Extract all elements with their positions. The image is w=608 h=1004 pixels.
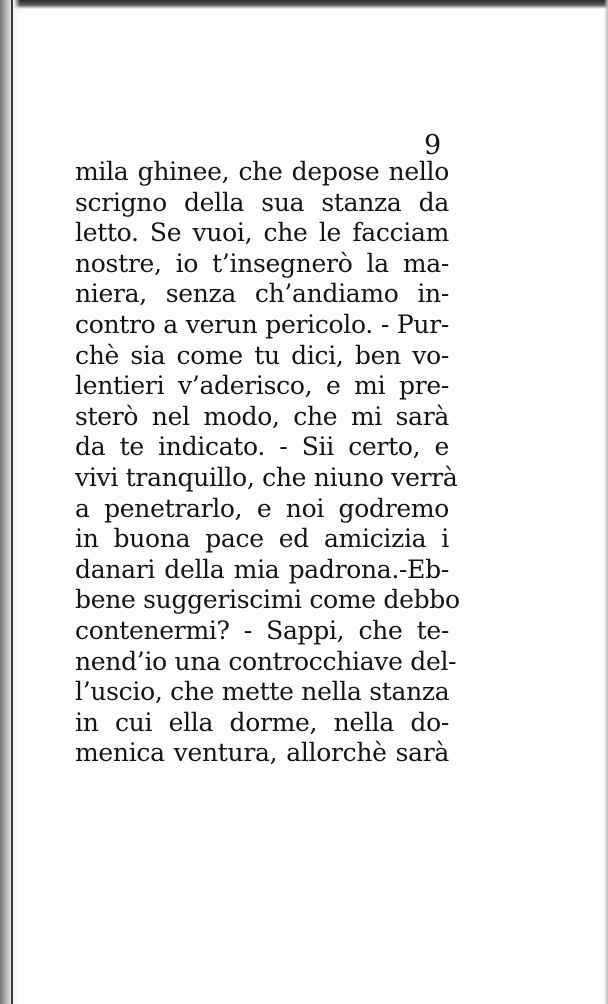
page-binding-shadow [0, 0, 20, 1004]
body-text [75, 157, 460, 769]
text-line: danari della mia padrona.-Eb- [75, 554, 449, 584]
text-line: mila ghinee, che depose nello [75, 157, 449, 186]
text-line: menica ventura, allorchè sarà [75, 738, 449, 768]
text-line: letto. Se vuoi, che le facciam [75, 218, 449, 248]
text-line: niera, senza ch’andiamo in- [75, 279, 449, 309]
text-line: vivi tranquillo, che niuno verrà [75, 462, 458, 492]
text-line: contenermi? - Sappi, che te- [75, 615, 449, 645]
page-binding-line [11, 0, 13, 1004]
text-line: in buona pace ed amicizia i [75, 524, 449, 554]
text-line: in cui ella dorme, nella do- [75, 707, 449, 737]
text-line: bene suggeriscimi come debbo [75, 585, 460, 615]
text-line: lentieri v’aderisco, e mi pre- [75, 371, 449, 401]
text-line: l’uscio, che mette nella stanza [75, 677, 450, 707]
text-line: scrigno della sua stanza da [75, 187, 449, 217]
page-right-shadow [604, 0, 608, 1004]
text-line: nend’io una controcchiave del- [75, 646, 457, 676]
text-line: chè sia come tu dici, ben vo- [75, 340, 449, 370]
page-number: 9 [424, 130, 442, 161]
text-line: sterò nel modo, che mi sarà [75, 401, 449, 431]
page-top-shadow [0, 0, 608, 9]
text-line: da te indicato. - Sii certo, e [75, 432, 449, 462]
text-line: a penetrarlo, e noi godremo [75, 493, 449, 523]
text-line: nostre, io t’insegnerò la ma- [75, 248, 449, 278]
text-line: contro a verun pericolo. - Pur- [75, 309, 449, 339]
